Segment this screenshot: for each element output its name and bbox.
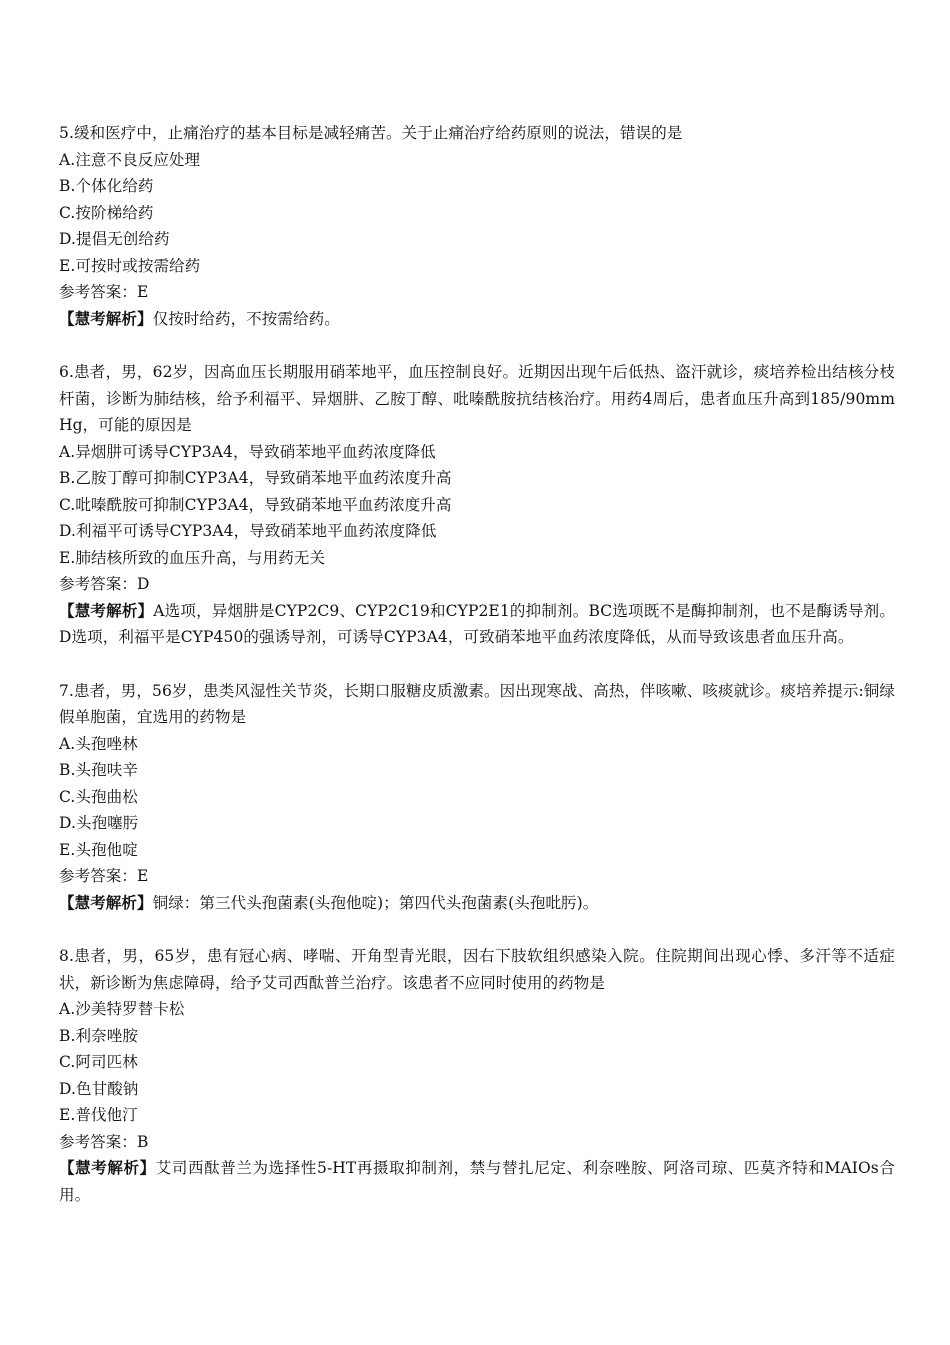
- option-c: C.阿司匹林: [59, 1053, 138, 1071]
- option-d: D.利福平可诱导CYP3A4，导致硝苯地平血药浓度降低: [59, 522, 437, 540]
- question-stem: 5.缓和医疗中，止痛治疗的基本目标是减轻痛苦。关于止痛治疗给药原则的说法，错误的是: [59, 124, 683, 142]
- option-b: B.个体化给药: [59, 177, 154, 195]
- reference-answer: 参考答案：D: [59, 575, 150, 593]
- question-list: [59, 120, 895, 1235]
- analysis-text: 仅按时给药，不按需给药。: [152, 309, 340, 328]
- analysis: [59, 1155, 895, 1208]
- question-5: [59, 120, 895, 332]
- question-6: [59, 359, 895, 651]
- analysis-text: A选项，异烟肼是CYP2C9、CYP2C19和CYP2E1的抑制剂。BC选项既不是酶抑制剂，也不是酶诱导剂。D选项，利福平是CYP450的强诱导剂，可诱导CYP3A4，可致硝苯地平血药浓度降低，从而导致该患者血压升高。: [59, 601, 895, 646]
- analysis-text: 艾司西酞普兰为选择性5-HT再摄取抑制剂，禁与替扎尼定、利奈唑胺、阿洛司琼、匹莫齐特和MAIOs合用。: [59, 1159, 895, 1204]
- question-stem: 7.患者，男，56岁，患类风湿性关节炎，长期口服糖皮质激素。因出现寒战、高热，伴咳嗽、咳痰就诊。痰培养提示:铜绿假单胞菌，宜选用的药物是: [59, 681, 895, 726]
- option-c: C.头孢曲松: [59, 787, 138, 806]
- option-e: E.头孢他啶: [59, 840, 138, 859]
- option-d: D.提倡无创给药: [59, 230, 170, 248]
- option-b: B.乙胺丁醇可抑制CYP3A4，导致硝苯地平血药浓度升高: [59, 469, 452, 487]
- option-e: E.肺结核所致的血压升高，与用药无关: [59, 548, 326, 567]
- option-e: E.可按时或按需给药: [59, 256, 201, 275]
- reference-answer: 参考答案：E: [59, 867, 149, 885]
- analysis-tag: 【慧考解析】: [59, 893, 153, 912]
- option-d: D.色甘酸钠: [59, 1079, 139, 1098]
- option-a: A.头孢唑林: [59, 734, 138, 753]
- option-b: B.利奈唑胺: [59, 1026, 138, 1045]
- option-a: A.异烟肼可诱导CYP3A4，导致硝苯地平血药浓度降低: [59, 442, 436, 461]
- reference-answer: 参考答案：E: [59, 283, 149, 301]
- question-stem: 6.患者，男，62岁，因高血压长期服用硝苯地平，血压控制良好。近期因出现午后低热、盗汗就诊，痰培养检出结核分枝杆菌，诊断为肺结核，给予利福平、异烟肼、乙胺丁醇、吡嗪酰胺抗结核治疗。用药4周后，患者血压升高到185/90mmHg，可能的原因是: [59, 363, 895, 434]
- option-b: B.头孢呋辛: [59, 761, 138, 779]
- analysis: [59, 890, 895, 917]
- question-stem: 8.患者，男，65岁，患有冠心病、哮喘、开角型青光眼，因右下肢软组织感染入院。住院期间出现心悸、多汗等不适症状，新诊断为焦虑障碍，给予艾司西酞普兰治疗。该患者不应同时使用的药物是: [59, 947, 895, 992]
- analysis: [59, 306, 895, 333]
- question-7: [59, 678, 895, 917]
- option-e: E.普伐他汀: [59, 1106, 138, 1124]
- question-8: [59, 943, 895, 1208]
- analysis-text: 铜绿：第三代头孢菌素(头孢他啶)；第四代头孢菌素(头孢吡肟)。: [152, 893, 599, 912]
- option-a: A.注意不良反应处理: [59, 150, 201, 169]
- option-a: A.沙美特罗替卡松: [59, 1000, 185, 1018]
- analysis-tag: 【慧考解析】: [59, 309, 153, 328]
- analysis-tag: 【慧考解析】: [59, 601, 154, 620]
- option-c: C.吡嗪酰胺可抑制CYP3A4，导致硝苯地平血药浓度升高: [59, 495, 452, 514]
- reference-answer: 参考答案：B: [59, 1132, 149, 1151]
- option-d: D.头孢噻肟: [59, 814, 139, 832]
- analysis-tag: 【慧考解析】: [59, 1159, 156, 1177]
- analysis: [59, 598, 895, 651]
- option-c: C.按阶梯给药: [59, 203, 154, 222]
